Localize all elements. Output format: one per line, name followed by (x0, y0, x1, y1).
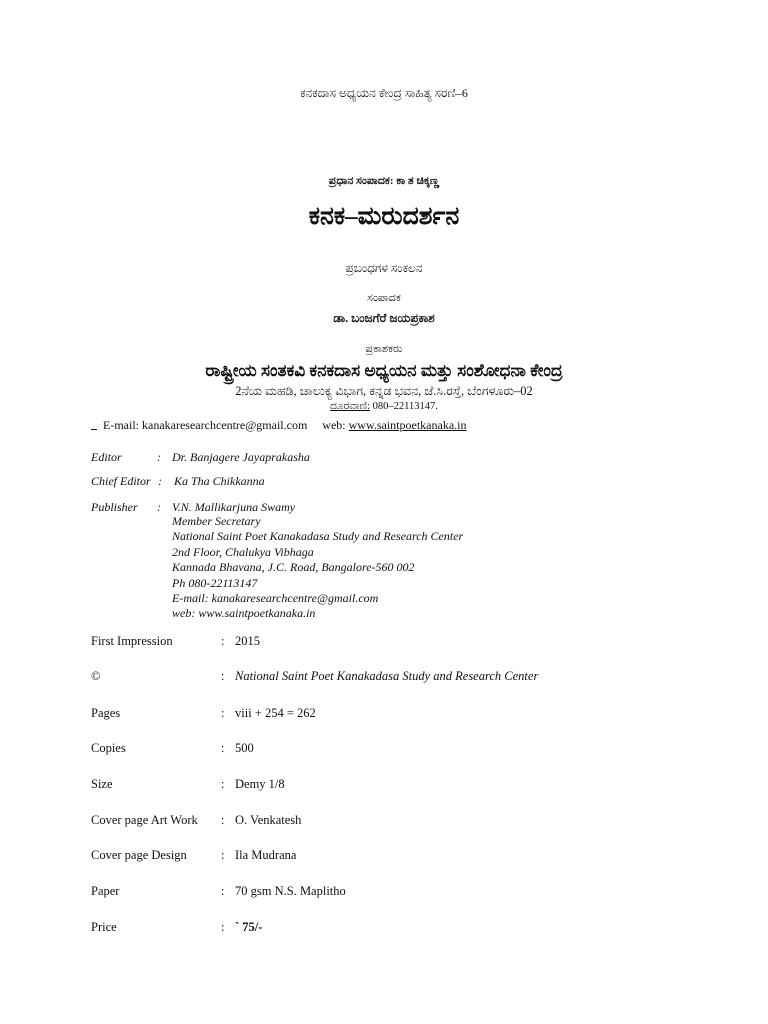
spec-value: National Saint Poet Kanakadasa Study and Research Center (235, 669, 539, 683)
credit-chief-editor-row (91, 474, 265, 489)
colon: : (221, 741, 225, 755)
book-title: ಕನಕ–ಮರುದರ್ಶನ (308, 203, 460, 230)
editor-name-kannada: ಡಾ. ಬಂಜಗೆರೆ ಜಯಪ್ರಕಾಶ (333, 311, 435, 325)
publisher-line: Ph 080-22113147 (172, 575, 258, 590)
spec-label: Price (91, 920, 117, 934)
publisher-line: E-mail: kanakaresearchcentre@gmail.com (172, 591, 379, 606)
publisher-line: web: www.saintpoetkanaka.in (172, 606, 316, 621)
email-label: E-mail: (103, 418, 139, 432)
colon: : (158, 474, 162, 488)
spec-label: Cover page Design (91, 848, 187, 862)
chief-editor-kannada: ಪ್ರಧಾನ ಸಂಪಾದಕ: ಕಾ ತ ಚಿಕ್ಕಣ್ಣ (328, 175, 440, 187)
phone-line (0, 401, 768, 413)
copyright-symbol: © (91, 669, 101, 683)
publisher-line: National Saint Poet Kanakadasa Study and Research Center (172, 529, 464, 544)
spec-value: O. Venkatesh (235, 813, 302, 827)
spec-label: Pages (91, 706, 121, 720)
publisher-line-0: V.N. Mallikarjuna Swamy (172, 500, 296, 514)
colon: : (221, 813, 225, 827)
email-value: kanakaresearchcentre@gmail.com (142, 418, 308, 432)
credit-publisher-row (91, 500, 295, 515)
publisher-line: Kannada Bhavana, J.C. Road, Bangalore-560 002 (172, 560, 415, 575)
spec-value: 2015 (235, 634, 260, 648)
spec-label: Size (91, 777, 113, 791)
colon: : (157, 500, 161, 514)
series-line: ಕನಕದಾಸ ಅಧ್ಯಯನ ಕೇಂದ್ರ ಸಾಹಿತ್ಯ ಸರಣಿ–6 (300, 86, 468, 100)
colon: : (221, 920, 225, 934)
colon: : (157, 450, 161, 464)
credit-editor-value: Dr. Banjagere Jayaprakasha (172, 450, 310, 464)
colon: : (221, 706, 225, 720)
colon: : (221, 884, 225, 898)
spec-value: ` 75/- (235, 920, 263, 934)
phone-label: ದೂರವಾಣಿ: (330, 401, 370, 412)
underline-mark (91, 418, 97, 430)
publisher-label-kannada: ಪ್ರಕಾಶಕರು (365, 343, 403, 355)
web-link[interactable]: www.saintpoetkanaka.in (348, 418, 467, 432)
credit-editor-label: Editor (91, 450, 122, 464)
spec-label: Copies (91, 741, 126, 755)
colon: : (221, 848, 225, 862)
phone-value: 080–22113147. (372, 401, 438, 412)
credit-chief-value: Ka Tha Chikkanna (174, 474, 265, 488)
book-subtitle: ಪ್ರಬಂಧಗಳ ಸಂಕಲನ (345, 261, 423, 275)
spec-value: Demy 1/8 (235, 777, 285, 791)
publisher-address-kannada: 2ನೆಯ ಮಹಡಿ, ಚಾಲುಕ್ಯ ವಿಭಾಗ, ಕನ್ನಡ ಭವನ, ಜೆ.ಸಿ.ರಸ್ತೆ, ಬೆಂಗಳೂರು–02 (235, 384, 533, 398)
publisher-name-kannada: ರಾಷ್ಟ್ರೀಯ ಸಂತಕವಿ ಕನಕದಾಸ ಅಧ್ಯಯನ ಮತ್ತು ಸಂಶೋಧನಾ ಕೇಂದ್ರ (205, 361, 563, 380)
spec-value: 500 (235, 741, 254, 755)
colon: : (221, 634, 225, 648)
spec-value: Ila Mudrana (235, 848, 297, 862)
credit-editor-row (91, 450, 310, 465)
spec-label: Cover page Art Work (91, 813, 198, 827)
contact-line (91, 418, 466, 433)
credit-chief-label: Chief Editor (91, 474, 151, 488)
colon: : (221, 777, 225, 791)
web-label: web: (322, 418, 346, 432)
spec-label: Paper (91, 884, 120, 898)
colon: : (221, 669, 225, 683)
editor-label-kannada: ಸಂಪಾದಕ (367, 292, 401, 304)
spec-value: viii + 254 = 262 (235, 706, 316, 720)
credit-publisher-label: Publisher (91, 500, 138, 514)
spec-label: First Impression (91, 634, 173, 648)
spec-value: 70 gsm N.S. Maplitho (235, 884, 346, 898)
publisher-line: Member Secretary (172, 514, 261, 528)
publisher-details (172, 514, 463, 622)
publisher-line: 2nd Floor, Chalukya Vibhaga (172, 544, 314, 559)
